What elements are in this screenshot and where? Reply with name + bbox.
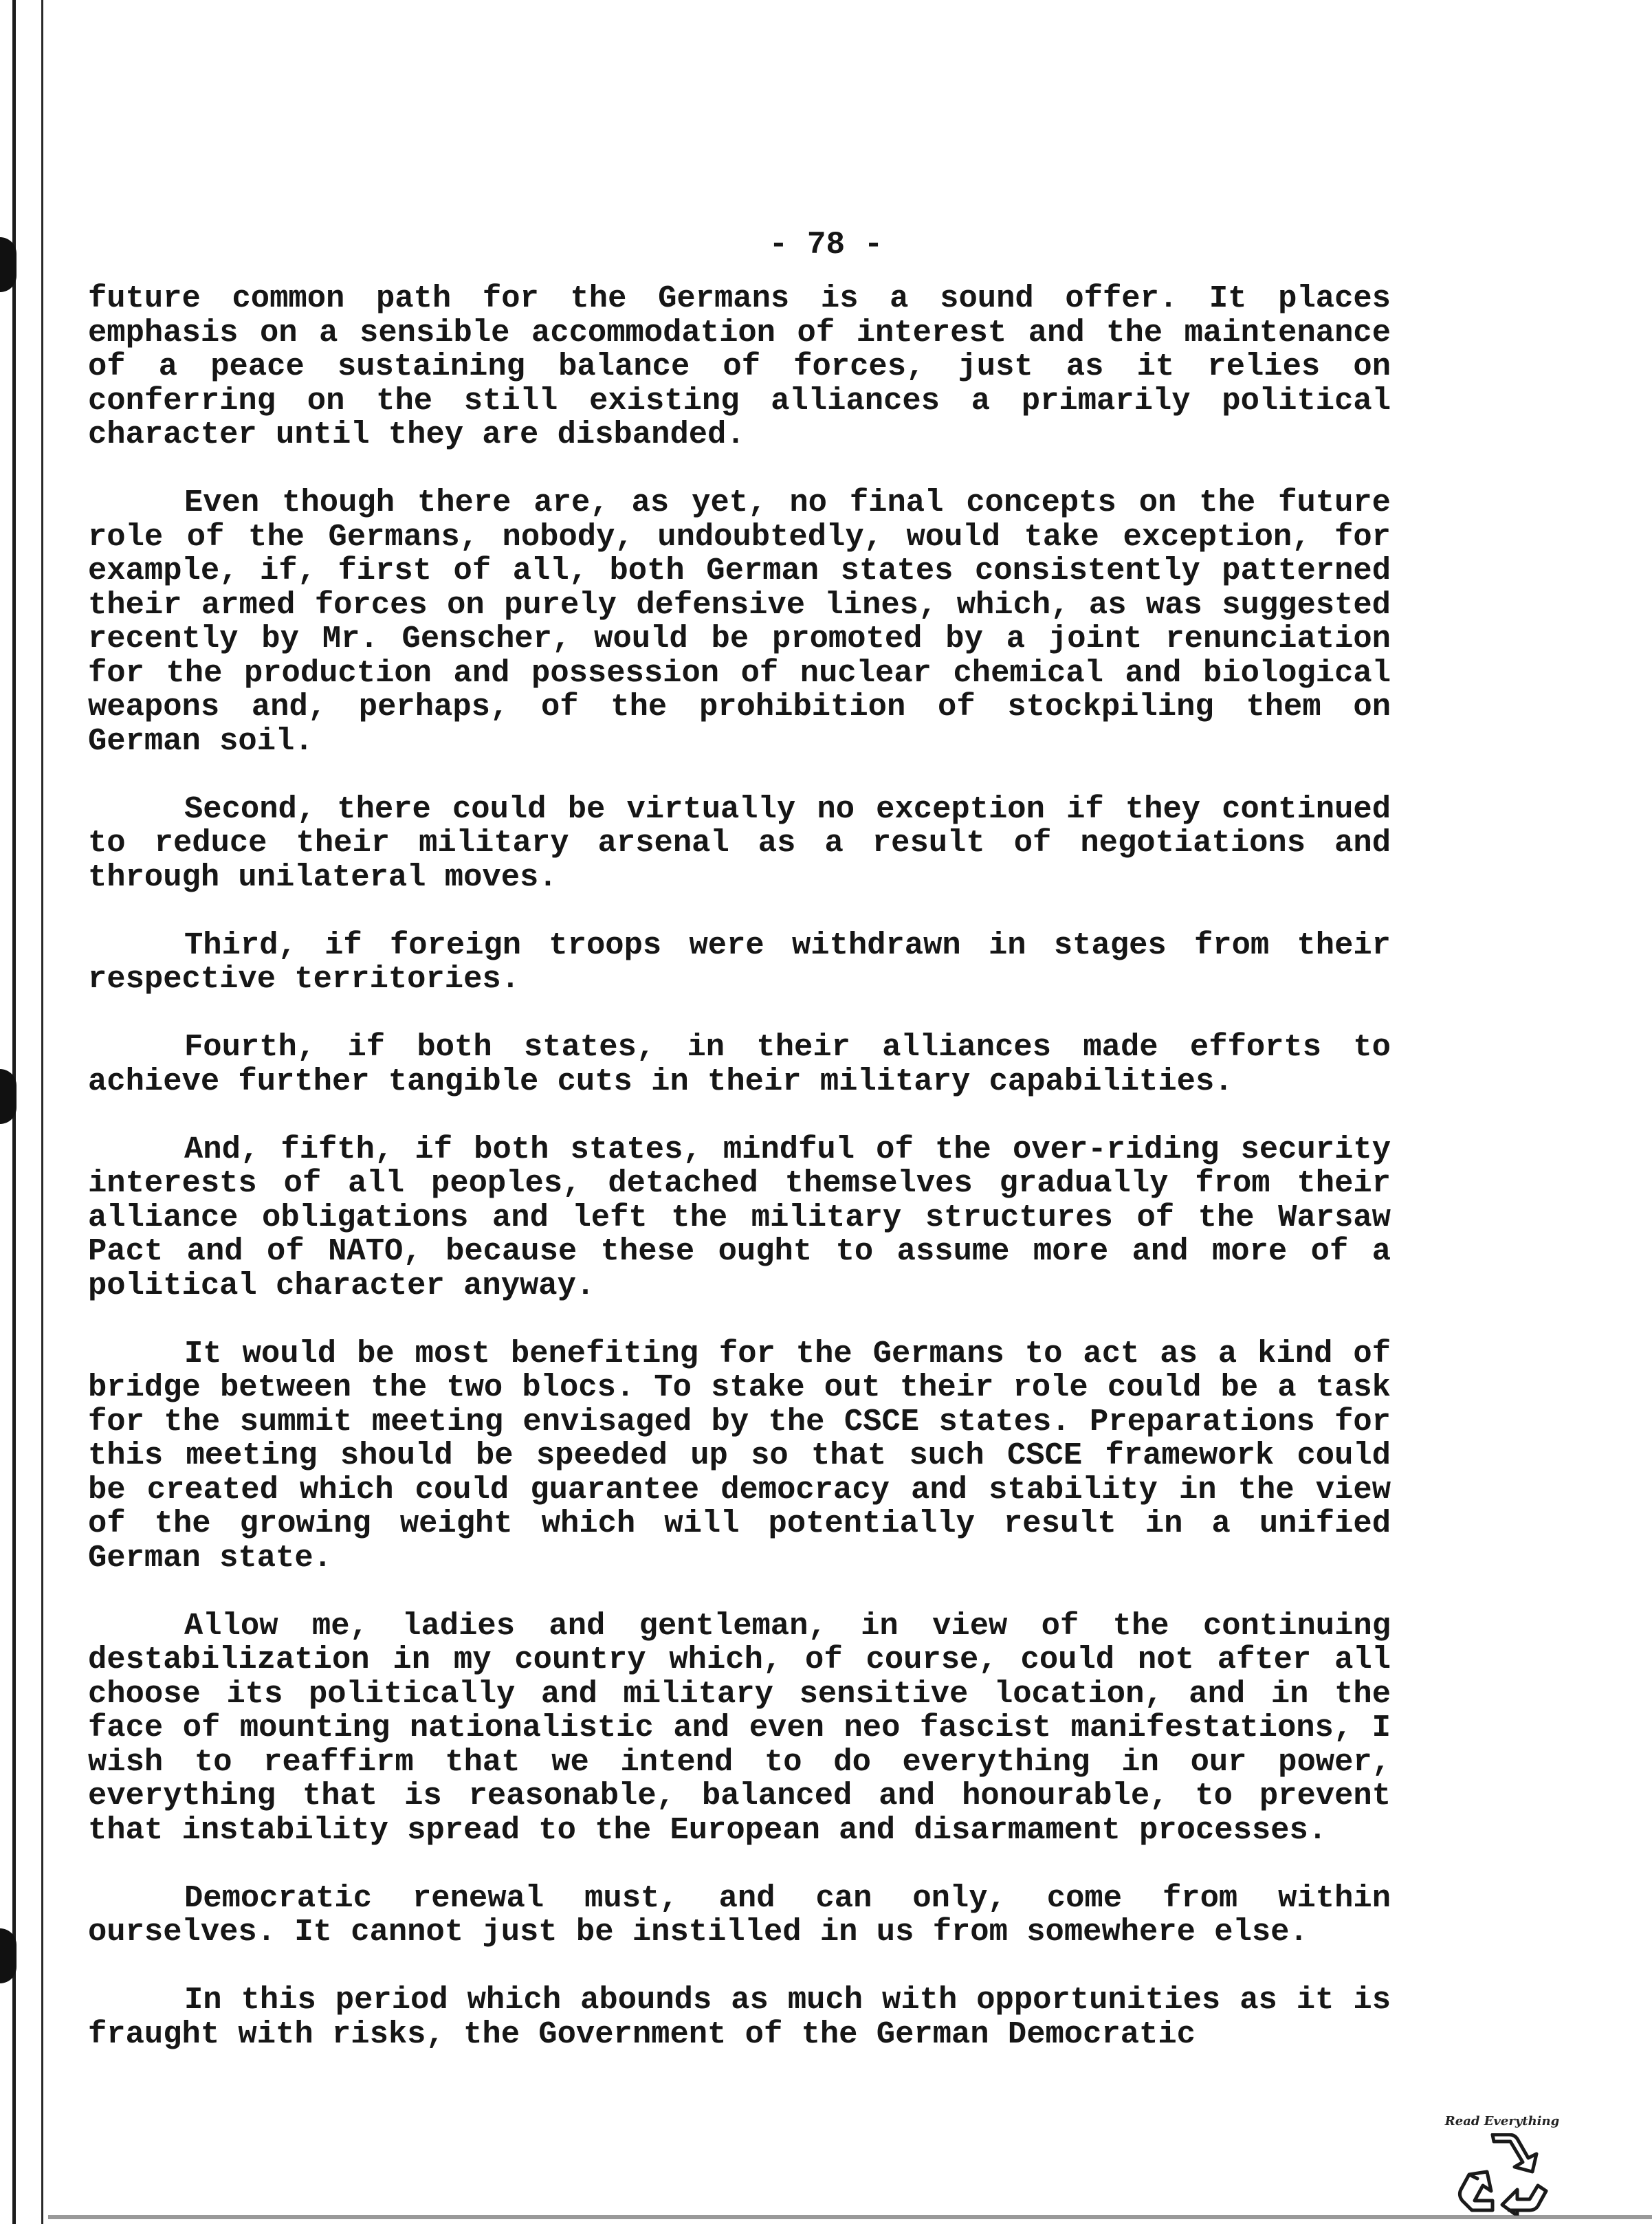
binder-hole-bottom [0,1928,16,1983]
binder-hole-middle [0,1069,16,1124]
paragraph-2: Even though there are, as yet, no final concepts on the future role of the Germans, nobody, undoubtedly, would take exception, for example, if, first of all, both German states consistently patterned their armed forces on purely defensive lines, which, as was suggested recently by Mr. Genscher, would be promoted by a joint renunciation for the production and possession of nuclear chemical and biological weapons and, perhaps, of the prohibition of stockpiling them on German soil. [88,485,1391,759]
paragraph-7: It would be most benefiting for the Germans to act as a kind of bridge between the two blocs. To stake out their role could be a task for the summit meeting envisaged by the CSCE states. Preparations for this meeting should be speeded up so that such CSCE framework could be created which could guarantee democracy and stability in the view of the growing weight which will potentially result in a unified German state. [88,1335,1391,1576]
paragraph-9: Democratic renewal must, and can only, come from within ourselves. It cannot just be instilled in us from somewhere else. [88,1880,1391,1950]
paragraph-6: And, fifth, if both states, mindful of the over-riding security interests of all peoples, detached themselves gradually from their alliance obligations and left the military structures of the Warsaw Pact and of NATO, because these ought to assume more and more of a political character anyway. [88,1131,1391,1303]
paragraph-4: Third, if foreign troops were withdrawn in stages from their respective territories. [88,927,1391,997]
paragraph-3: Second, there could be virtually no exception if they continued to reduce their military arsenal as a result of negotiations and through unilateral moves. [88,791,1391,895]
page-number: - 78 - [769,227,883,263]
margin-rule [41,0,43,2224]
recycled-paper-mark [1444,2114,1561,2224]
recycle-caption: Read Everything [1444,2114,1560,2128]
document-body [88,282,1391,2086]
paragraph-10: In this period which abounds as much with opportunities as it is fraught with risks, the Government of the German Democratic [88,1982,1391,2052]
paragraph-8: Allow me, ladies and gentleman, in view of the continuing destabilization in my country which, of course, could not after all choose its politically and military sensitive location, and in the face of mounting nationalistic and even neo fascist manifestations, I wish to reaffirm that we intend to do everything in our power, everything that is reasonable, balanced and honourable, to prevent that instability spread to the European and disarmament processes. [88,1607,1391,1848]
scan-bottom-edge [48,2215,1652,2219]
paragraph-1: future common path for the Germans is a sound offer. It places emphasis on a sensible accommodation of interest and the maintenance of a peace sustaining balance of forces, just as it relies on conferring on the still existing alliances a primarily political character until they are disbanded. [88,280,1391,452]
paragraph-5: Fourth, if both states, in their alliances made efforts to achieve further tangible cuts in their military capabilities. [88,1029,1391,1099]
recycle-icon [1454,2133,1550,2216]
